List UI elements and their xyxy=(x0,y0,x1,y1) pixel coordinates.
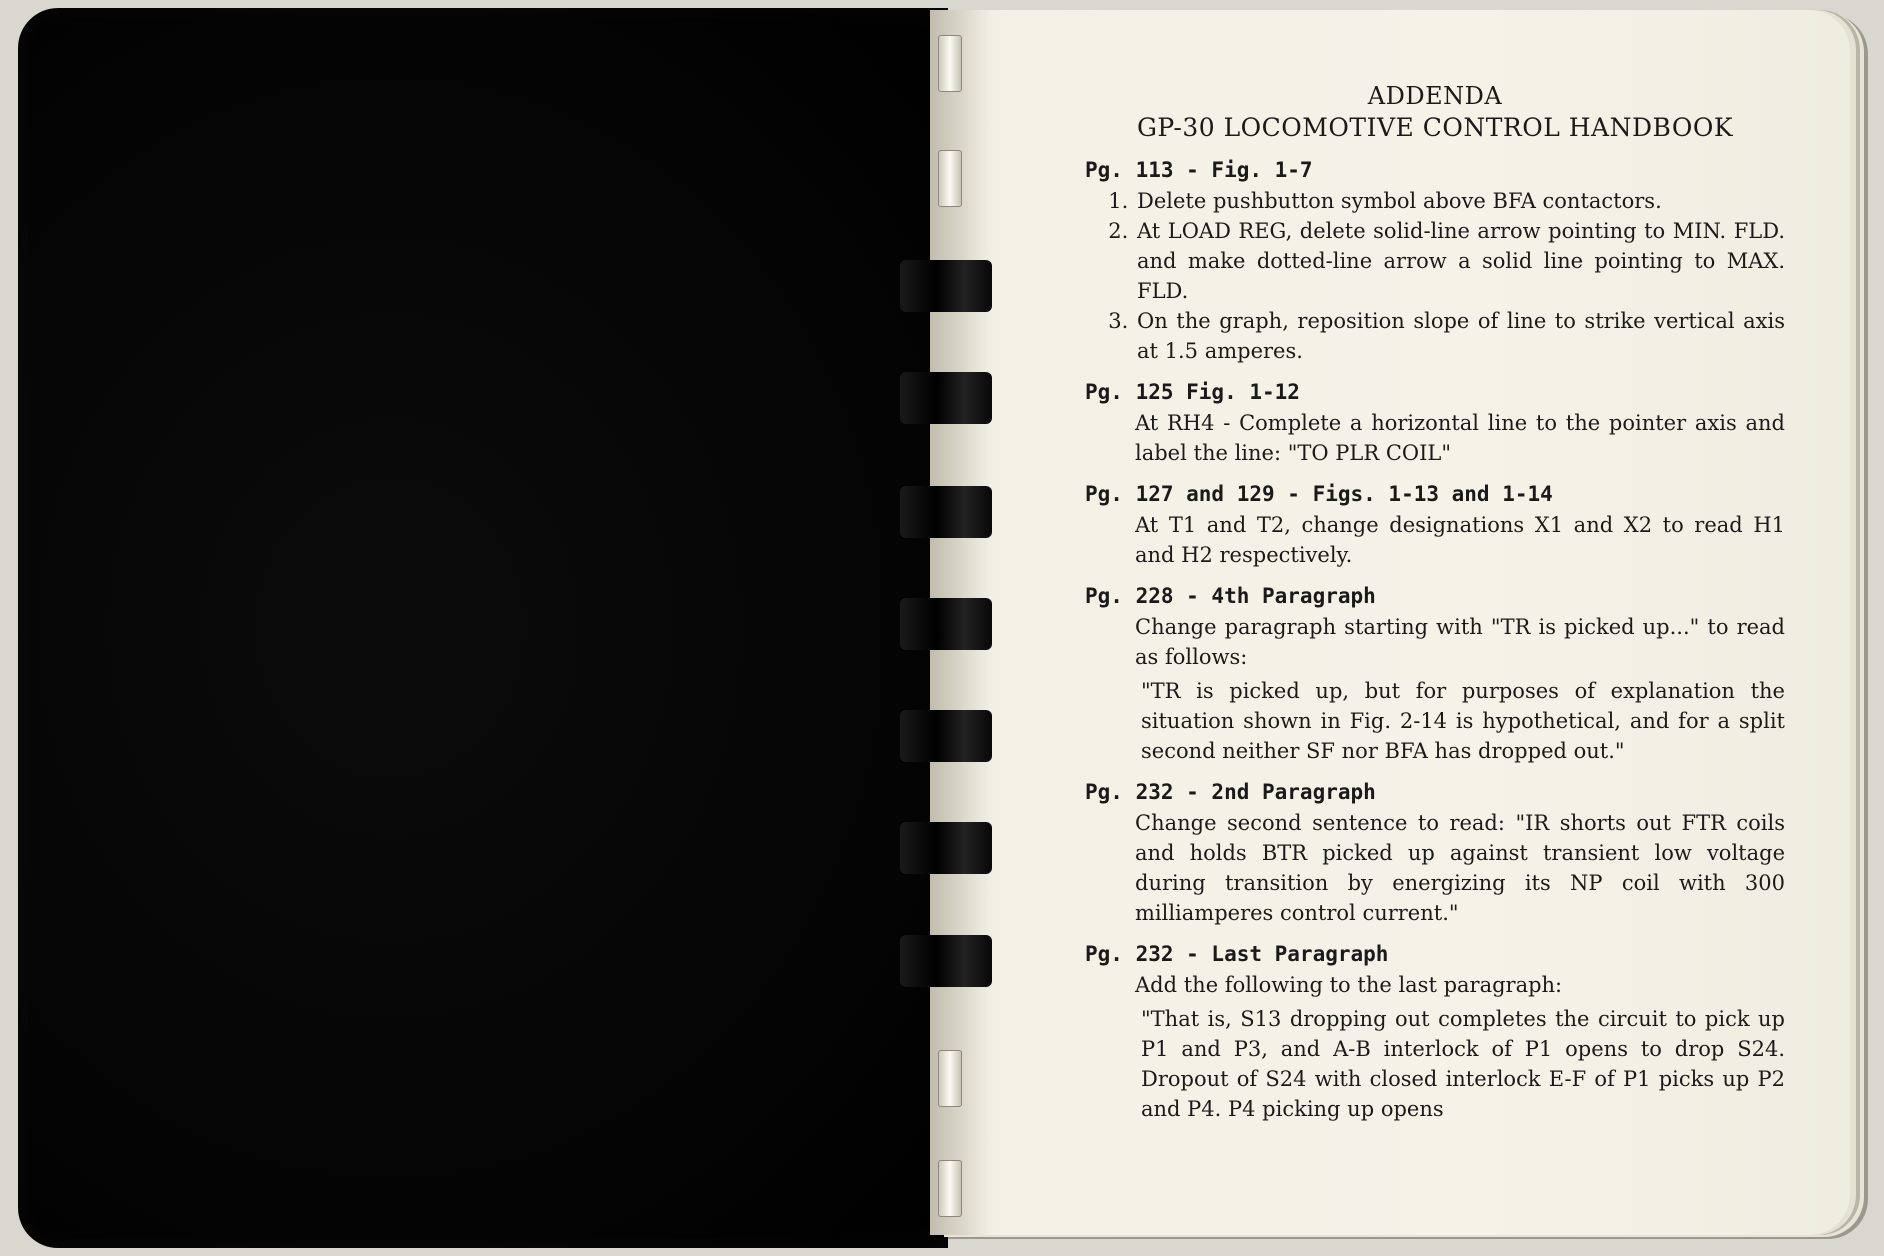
correction-list xyxy=(1085,186,1785,366)
section-ref: Pg. 232 - 2nd Paragraph xyxy=(1085,780,1376,804)
binding-clip xyxy=(938,150,962,207)
section-ref: Pg. 127 and 129 - Figs. 1-13 and 1-14 xyxy=(1085,482,1553,506)
binding-coil xyxy=(900,598,992,650)
binding-clip xyxy=(938,1160,962,1217)
section-pg232-last xyxy=(1085,938,1785,1124)
section-ref: Pg. 228 - 4th Paragraph xyxy=(1085,584,1376,608)
section-text: At T1 and T2, change designations X1 and X2 to read H1 and H2 respectively. xyxy=(1135,513,1785,567)
section-ref: Pg. 125 Fig. 1-12 xyxy=(1085,380,1300,404)
section-pg125 xyxy=(1085,376,1785,468)
section-pg127 xyxy=(1085,478,1785,570)
section-text: Change paragraph starting with "TR is picked up..." to read as follows: xyxy=(1135,615,1785,669)
replacement-quote: "TR is picked up, but for purposes of explanation the situation shown in Fig. 2-14 is hypothetical, and for a split second neither SF nor BFA has dropped out." xyxy=(1141,679,1785,763)
binding-coil xyxy=(900,822,992,874)
list-item: 3. On the graph, reposition slope of line to strike vertical axis at 1.5 amperes. xyxy=(1135,306,1785,366)
addenda-content xyxy=(1085,80,1785,1124)
page-subtitle: GP-30 LOCOMOTIVE CONTROL HANDBOOK xyxy=(1136,113,1734,142)
section-text: Add the following to the last paragraph: xyxy=(1135,973,1563,997)
section-ref: Pg. 232 - Last Paragraph xyxy=(1085,942,1389,966)
list-item: 1. Delete pushbutton symbol above BFA contactors. xyxy=(1135,186,1785,216)
section-ref: Pg. 113 - Fig. 1-7 xyxy=(1085,158,1313,182)
replacement-quote: "That is, S13 dropping out completes the circuit to pick up P1 and P3, and A-B interlock of P1 opens to drop S24. Dropout of S24 with closed interlock E-F of P1 picks up P2 and P4. P4 picking up opens xyxy=(1141,1007,1785,1121)
binding-coil xyxy=(900,710,992,762)
binding-coil xyxy=(900,260,992,312)
section-pg113 xyxy=(1085,154,1785,366)
binding-clip xyxy=(938,1050,962,1107)
binding-coil xyxy=(900,486,992,538)
binding-coil xyxy=(900,935,992,987)
section-pg228 xyxy=(1085,580,1785,766)
section-pg232-2nd xyxy=(1085,776,1785,928)
list-item: 2. At LOAD REG, delete solid-line arrow pointing to MIN. FLD. and make dotted-line arrow a solid line pointing to MAX. FLD. xyxy=(1135,216,1785,306)
section-text: At RH4 - Complete a horizontal line to the pointer axis and label the line: "TO PLR COIL" xyxy=(1135,411,1785,465)
page-title: ADDENDA xyxy=(1367,82,1503,110)
notebook-back-cover xyxy=(18,8,948,1248)
spiral-binding xyxy=(900,30,995,1230)
section-text: Change second sentence to read: "IR shorts out FTR coils and holds BTR picked up against transient low voltage during transition by energizing its NP coil with 300 milliamperes control current." xyxy=(1135,811,1785,925)
binding-clip xyxy=(938,35,962,92)
binding-coil xyxy=(900,372,992,424)
